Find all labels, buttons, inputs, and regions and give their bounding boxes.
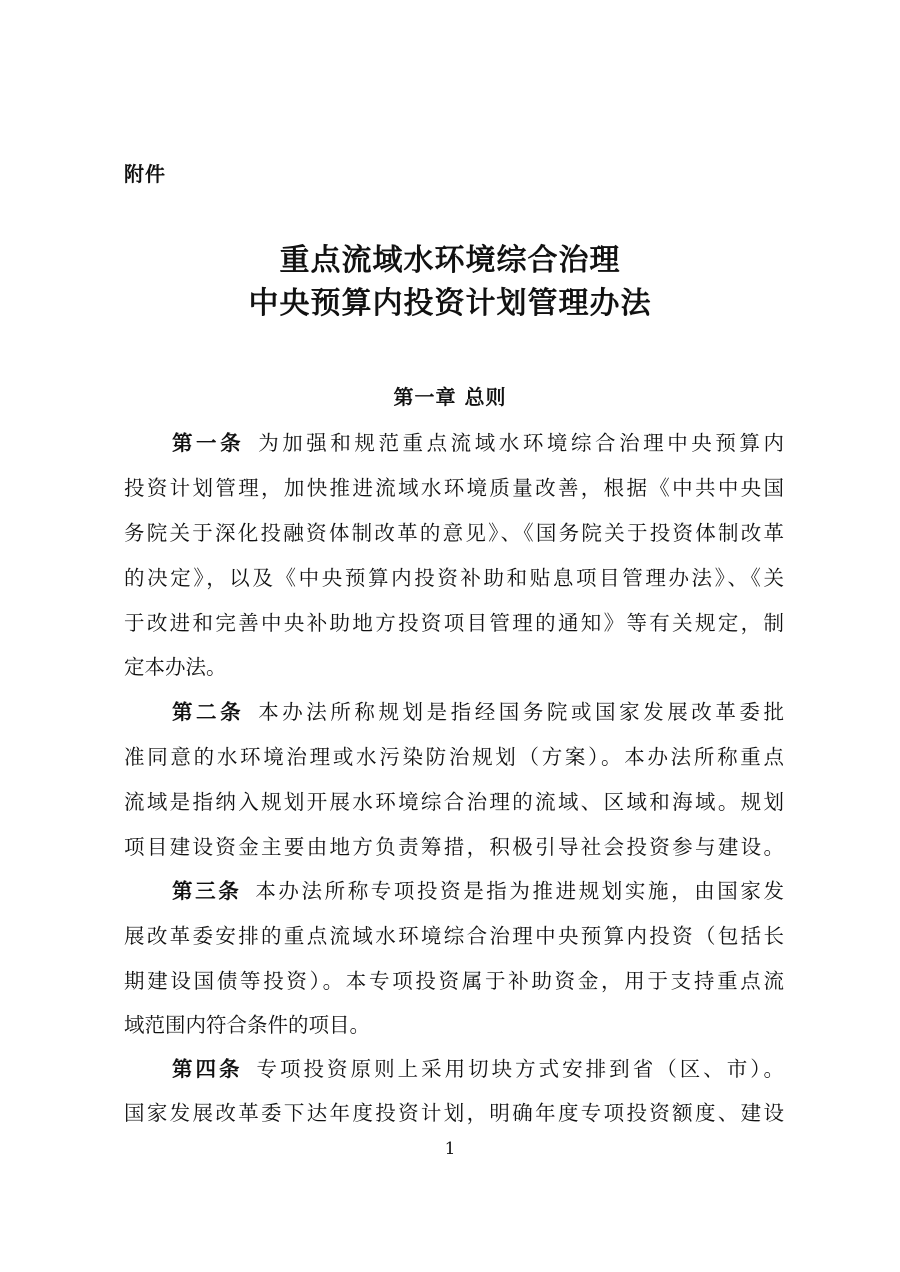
- article-3-line-4: 域范围内符合条件的项目。: [124, 1013, 370, 1037]
- article-1-line-5: 于改进和完善中央补助地方投资项目管理的通知》等有关规定，制: [124, 611, 784, 635]
- article-4-line-1: [172, 1054, 784, 1084]
- article-4-line-2: 国家发展改革委下达年度投资计划，明确年度专项投资额度、建设: [124, 1101, 784, 1125]
- article-3-number: 第三条: [172, 879, 242, 903]
- article-2-line-3: 流域是指纳入规划开展水环境综合治理的流域、区域和海域。规划: [124, 790, 784, 814]
- chapter-heading: 第一章 总则: [393, 385, 507, 409]
- article-2-text: 本办法所称规划是指经国务院或国家发展改革委批: [258, 700, 784, 724]
- article-4-text: 专项投资原则上采用切块方式安排到省（区、市）。: [256, 1057, 784, 1081]
- article-1-text: 为加强和规范重点流域水环境综合治理中央预算内: [258, 431, 784, 455]
- article-4-number: 第四条: [172, 1057, 243, 1081]
- attachment-label: 附件: [124, 162, 166, 186]
- article-3-line-3: 期建设国债等投资）。本专项投资属于补助资金，用于支持重点流: [124, 969, 784, 993]
- article-1-line-4: 的决定》，以及《中央预算内投资补助和贴息项目管理办法》、《关: [124, 566, 784, 590]
- article-1-line-3: 务院关于深化投融资体制改革的意见》、《国务院关于投资体制改革: [124, 521, 784, 545]
- document-title-line-2: 中央预算内投资计划管理办法: [248, 286, 652, 321]
- article-3-line-1: [172, 876, 784, 906]
- article-2-line-1: [172, 697, 784, 727]
- article-3-line-2: 展改革委安排的重点流域水环境综合治理中央预算内投资（包括长: [124, 924, 784, 948]
- article-1-number: 第一条: [172, 431, 245, 455]
- article-2-line-4: 项目建设资金主要由地方负责筹措，积极引导社会投资参与建设。: [124, 835, 784, 859]
- article-1-line-6: 定本办法。: [124, 655, 227, 679]
- article-1-line-2: 投资计划管理，加快推进流域水环境质量改善，根据《中共中央国: [124, 476, 784, 500]
- page-number: 1: [444, 1139, 456, 1159]
- document-title-line-1: 重点流域水环境综合治理: [279, 243, 621, 278]
- article-1-line-1: [172, 428, 784, 458]
- article-3-text: 本办法所称专项投资是指为推进规划实施，由国家发: [255, 879, 785, 903]
- article-2-number: 第二条: [172, 700, 245, 724]
- article-2-line-2: 准同意的水环境治理或水污染防治规划（方案）。本办法所称重点: [124, 745, 784, 769]
